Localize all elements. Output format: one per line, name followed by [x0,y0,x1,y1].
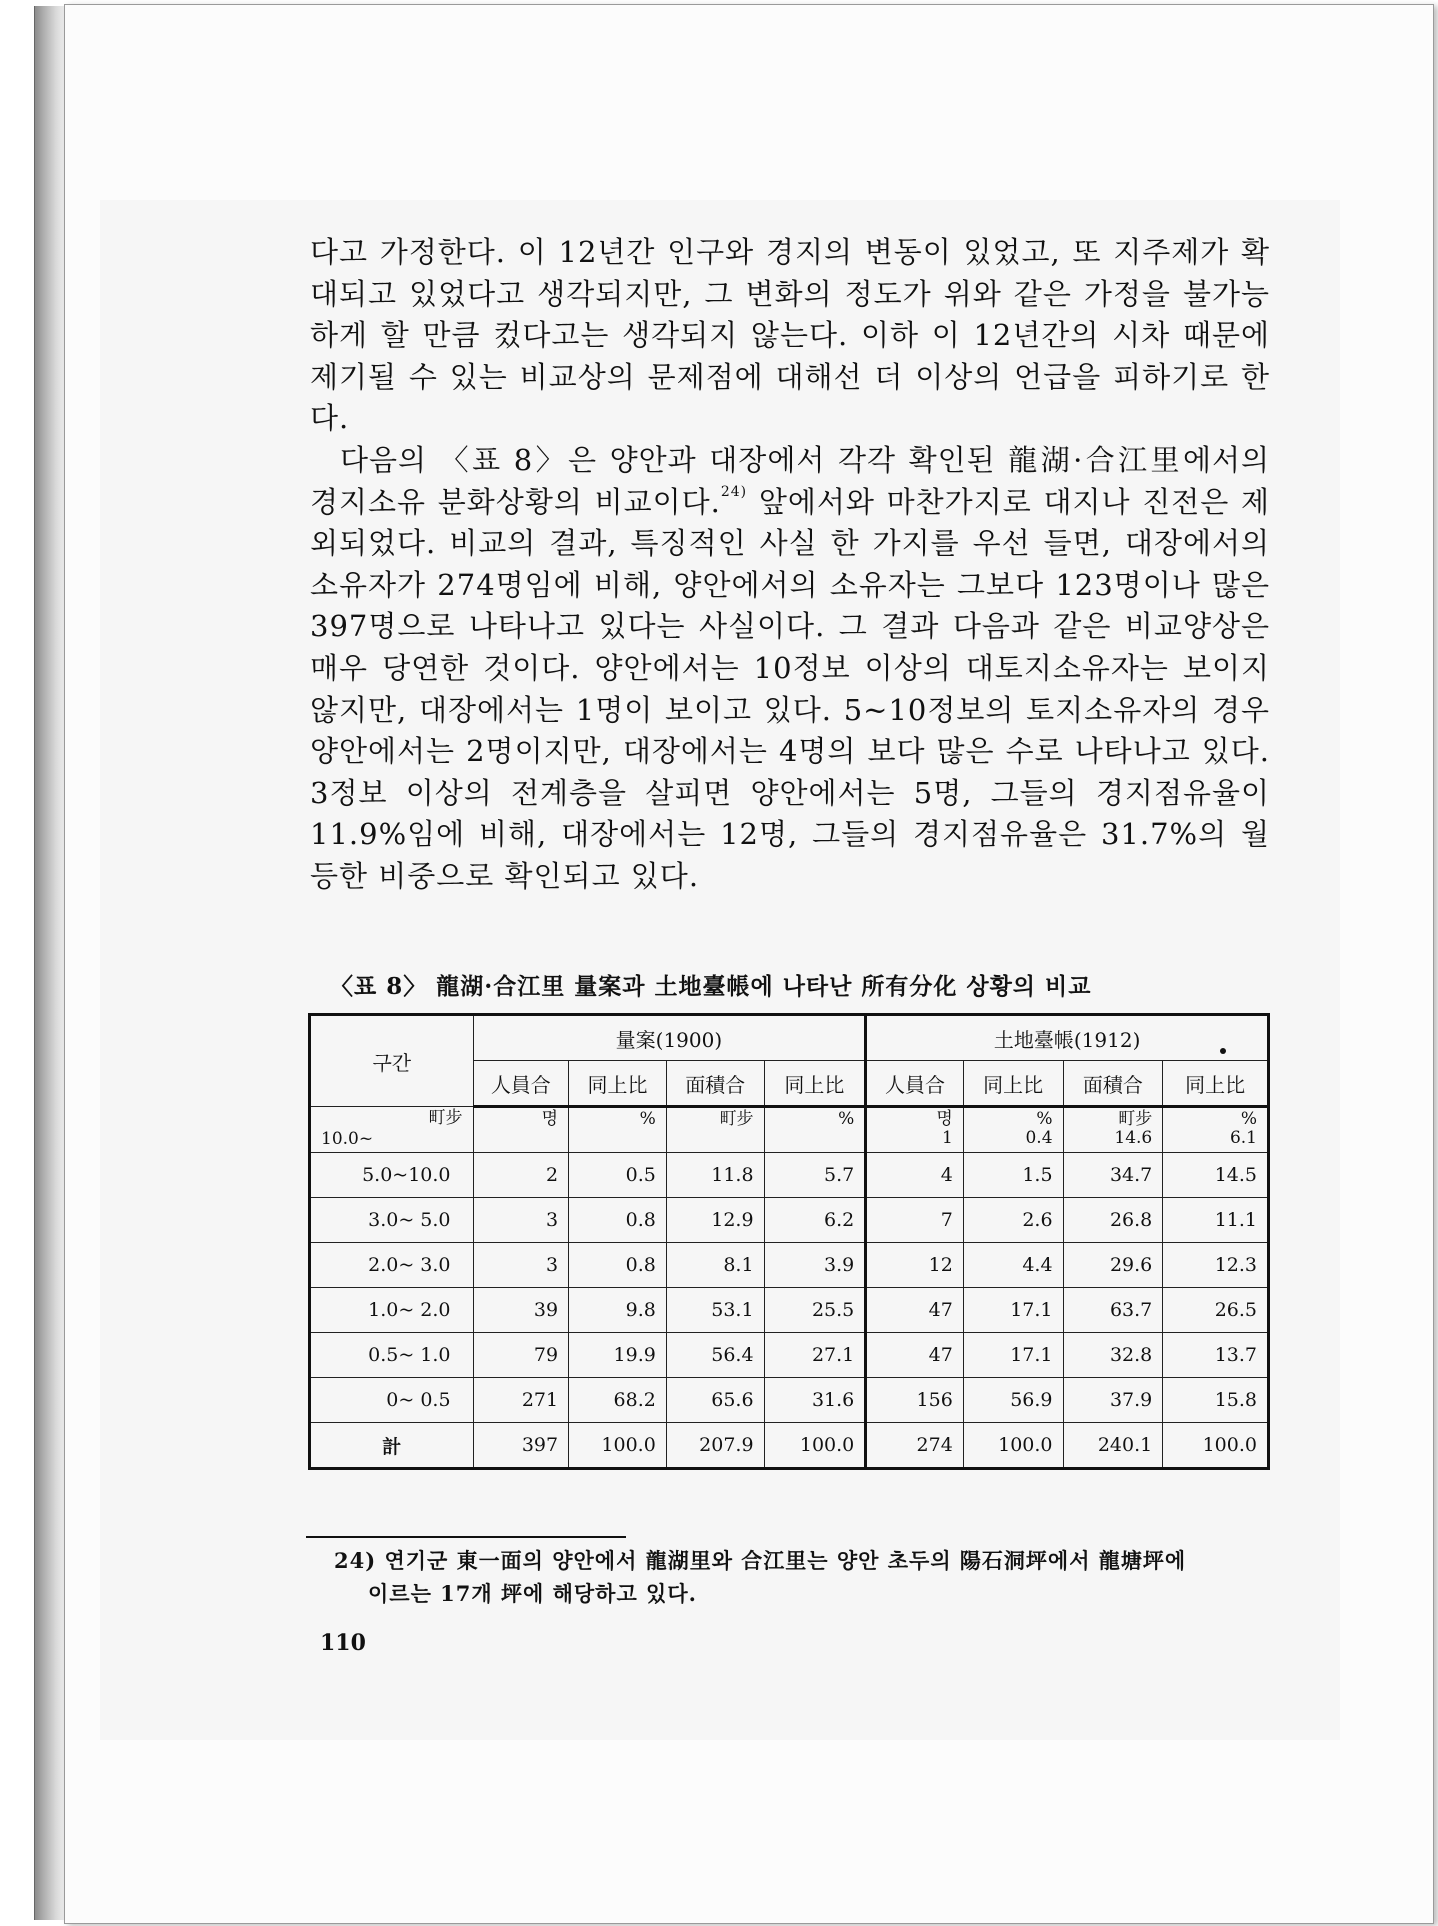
value-cell: 4 [866,1153,964,1198]
value-cell: 12.3 [1163,1243,1269,1288]
value-cell: 3.9 [764,1243,866,1288]
cell-value: 14.6 [1114,1128,1153,1148]
value-cell: 26.5 [1163,1288,1269,1333]
total-cell: 240.1 [1063,1423,1163,1469]
col-header: 人員合 [473,1061,569,1107]
body-text [310,232,1270,898]
total-cell: 207.9 [666,1423,764,1469]
value-cell [473,1107,569,1153]
value-cell: 47 [866,1333,964,1378]
paragraph-2 [310,440,1270,898]
col-header: 面積合 [1063,1061,1163,1107]
value-cell [1063,1107,1163,1153]
value-cell: 26.8 [1063,1198,1163,1243]
value-cell: 56.4 [666,1333,764,1378]
value-cell: 12 [866,1243,964,1288]
col-header: 同上比 [1163,1061,1269,1107]
total-label: 計 [310,1423,474,1469]
col-header: 同上比 [963,1061,1063,1107]
value-cell: 8.1 [666,1243,764,1288]
range-label: 0~ 0.5 [310,1378,474,1423]
value-cell: 79 [473,1333,569,1378]
value-cell: 15.8 [1163,1378,1269,1423]
value-cell: 2 [473,1153,569,1198]
value-cell: 3 [473,1243,569,1288]
value-cell [764,1107,866,1153]
value-cell: 1.5 [963,1153,1063,1198]
footnote-rule [306,1536,626,1538]
value-cell: 65.6 [666,1378,764,1423]
value-cell: 29.6 [1063,1243,1163,1288]
value-cell: 9.8 [569,1288,667,1333]
value-cell: 68.2 [569,1378,667,1423]
table-row [310,1107,1269,1153]
unit-label: 町步 [1118,1109,1153,1129]
value-cell [866,1107,964,1153]
value-cell: 27.1 [764,1333,866,1378]
value-cell: 47 [866,1288,964,1333]
unit-label: % [639,1109,656,1129]
value-cell: 17.1 [963,1288,1063,1333]
total-cell: 100.0 [764,1423,866,1469]
value-cell: 19.9 [569,1333,667,1378]
value-cell: 39 [473,1288,569,1333]
value-cell: 56.9 [963,1378,1063,1423]
col-header: 面積合 [666,1061,764,1107]
unit-label: 町步 [428,1108,463,1128]
table-row [310,1378,1269,1423]
range-label: 5.0~10.0 [310,1153,474,1198]
value-cell: 34.7 [1063,1153,1163,1198]
cell-value: 0.4 [1025,1128,1053,1148]
value-cell: 4.4 [963,1243,1063,1288]
unit-label: 명 [936,1109,953,1129]
comparison-table [308,1013,1270,1470]
range-label: 10.0~ [321,1129,374,1149]
total-row [310,1423,1269,1469]
range-label: 2.0~ 3.0 [310,1243,474,1288]
book-spine-edge [34,6,65,1920]
col-header: 人員合 [866,1061,964,1107]
group-header-yangan: 量案(1900) [473,1015,866,1061]
value-cell: 5.7 [764,1153,866,1198]
table-caption: 〈표 8〉 龍湖·合江里 量案과 土地臺帳에 나타난 所有分化 상황의 비교 [330,973,1092,1000]
value-cell [666,1107,764,1153]
table-row [310,1333,1269,1378]
unit-label: 町步 [719,1109,754,1129]
table-row [310,1288,1269,1333]
range-label: 0.5~ 1.0 [310,1333,474,1378]
header-row-1 [310,1015,1269,1061]
value-cell: 31.6 [764,1378,866,1423]
cell-value: 6.1 [1229,1128,1257,1148]
total-cell: 397 [473,1423,569,1469]
total-cell: 100.0 [1163,1423,1269,1469]
footnote [334,1544,1274,1610]
value-cell: 63.7 [1063,1288,1163,1333]
value-cell: 271 [473,1378,569,1423]
col-header: 同上比 [764,1061,866,1107]
table-row [310,1153,1269,1198]
footnote-reference: 24) [720,483,748,500]
total-cell: 274 [866,1423,964,1469]
value-cell: 17.1 [963,1333,1063,1378]
paragraph-2-continued: 앞에서와 마찬가지로 대지나 진전은 제외되었다. 비교의 결과, 특징적인 사실 한 가지를 우선 들면, 대장에서의 소유자가 274명임에 비해, 양안에서의 소유자는 그보다 123명이나 많은 397명으로 나타나고 있다는 사실이다. 그 결과 다음과 같은 비교양상은 매우 당연한 것이다. 양안에서는 10정보 이상의 대토지소유자는 보이지 않지만, 대장에서는 1명이 보이고 있다. 5~10정보의 토지소유자의 경우 양안에서는 2명이지만, 대장에서는 4명의 보다 많은 수로 나타나고 있다. 3정보 이상의 전계층을 살피면 양안에서는 5명, 그들의 경지점유율이 11.9%임에 비해, 대장에서는 12명, 그들의 경지점유율은 31.7%의 월등한 비중으로 확인되고 있다. [310,484,1270,893]
value-cell: 0.5 [569,1153,667,1198]
value-cell: 156 [866,1378,964,1423]
range-header: 구간 [310,1015,474,1107]
range-label: 1.0~ 2.0 [310,1288,474,1333]
value-cell [569,1107,667,1153]
value-cell: 2.6 [963,1198,1063,1243]
value-cell: 6.2 [764,1198,866,1243]
value-cell: 32.8 [1063,1333,1163,1378]
value-cell [963,1107,1063,1153]
value-cell: 25.5 [764,1288,866,1333]
value-cell: 12.9 [666,1198,764,1243]
value-cell: 0.8 [569,1243,667,1288]
unit-label: 명 [541,1109,559,1129]
footnote-line-1: 24) 연기군 東一面의 양안에서 龍湖里와 合江里는 양안 초두의 陽石洞坪에서 龍塘坪에 [334,1548,1187,1573]
total-cell: 100.0 [569,1423,667,1469]
paragraph-2-text: 다음의 〈표 8〉은 양안과 대장에서 각각 확인된 龍湖·合江里에서의 경지소유 분화상황의 비교이다. [310,442,1270,519]
unit-label: % [1036,1109,1053,1129]
range-cell [310,1107,474,1153]
value-cell: 53.1 [666,1288,764,1333]
group-header-daejang: 土地臺帳(1912) [866,1015,1269,1061]
col-header: 同上比 [569,1061,667,1107]
unit-label: % [838,1109,855,1129]
page-number: 110 [320,1630,366,1656]
unit-label: % [1240,1109,1257,1129]
value-cell: 37.9 [1063,1378,1163,1423]
value-cell: 3 [473,1198,569,1243]
table-row [310,1243,1269,1288]
table-body [310,1153,1269,1423]
value-cell: 14.5 [1163,1153,1269,1198]
paragraph-1: 다고 가정한다. 이 12년간 인구와 경지의 변동이 있었고, 또 지주제가 확대되고 있었다고 생각되지만, 그 변화의 정도가 위와 같은 가정을 불가능하게 할 만큼 컸다고는 생각되지 않는다. 이하 이 12년간의 시차 때문에 제기될 수 있는 비교상의 문제점에 대해선 더 이상의 언급을 피하기로 한다. [310,235,1270,436]
value-cell: 11.8 [666,1153,764,1198]
value-cell: 11.1 [1163,1198,1269,1243]
value-cell: 13.7 [1163,1333,1269,1378]
cell-value: 1 [941,1128,953,1148]
range-label: 3.0~ 5.0 [310,1198,474,1243]
footnote-line-2: 이르는 17개 坪에 해당하고 있다. [368,1581,697,1606]
table-row [310,1198,1269,1243]
total-cell: 100.0 [963,1423,1063,1469]
value-cell: 0.8 [569,1198,667,1243]
value-cell [1163,1107,1269,1153]
value-cell: 7 [866,1198,964,1243]
